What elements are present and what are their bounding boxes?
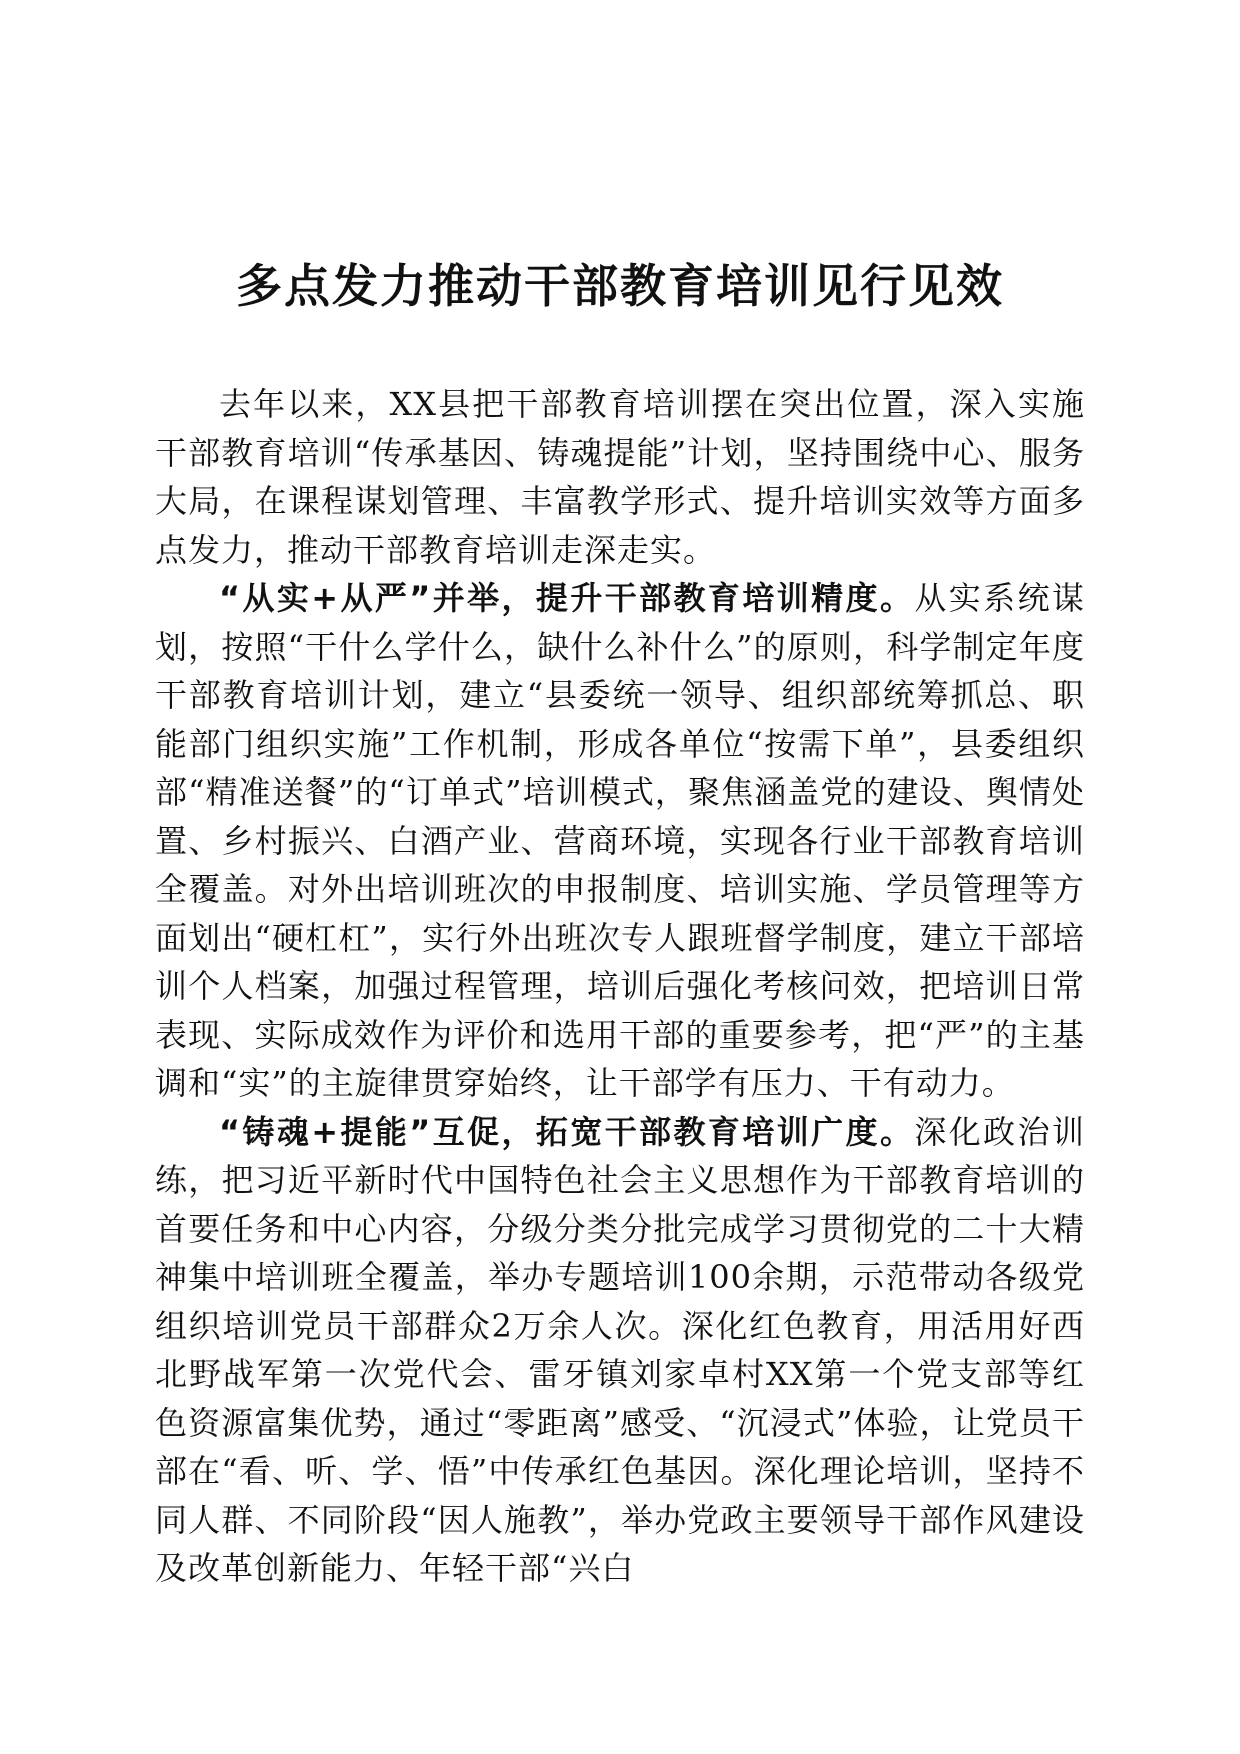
paragraph-section-1 bbox=[155, 574, 1085, 1108]
paragraph-lead: “从实+从严”并举，提升干部教育培训精度。 bbox=[219, 579, 915, 617]
paragraph-lead: “铸魂+提能”互促，拓宽干部教育培训广度。 bbox=[219, 1112, 915, 1151]
paragraph-text: 深化政治训练，把习近平新时代中国特色社会主义思想作为干部教育培训的首要任务和中心内容，分级分类分批完成学习贯彻党的二十大精神集中培训班全覆盖，举办专题培训100余期，示范带动各级党组织培训党员干部群众2万余人次。深化红色教育，用活用好西北野战军第一次党代会、雷牙镇刘家卓村XX第一个党支部等红色资源富集优势，通过“零距离”感受、“沉浸式”体验，让党员干部在“看、听、学、悟”中传承红色基因。深化理论培训，坚持不同人群、不同阶段“因人施教”，举办党政主要领导干部作风建设及改革创新能力、年轻干部“兴白 bbox=[155, 1112, 1085, 1587]
document-title: 多点发力推动干部教育培训见行见效 bbox=[236, 259, 1004, 313]
document-body bbox=[155, 380, 1085, 1593]
paragraph-text: 从实系统谋划，按照“干什么学什么，缺什么补什么”的原则，科学制定年度干部教育培训计划，建立“县委统一领导、组织部统筹抓总、职能部门组织实施”工作机制，形成各单位“按需下单”，县委组织部“精准送餐”的“订单式”培训模式，聚焦涵盖党的建设、舆情处置、乡村振兴、白酒产业、营商环境，实现各行业干部教育培训全覆盖。对外出培训班次的申报制度、培训实施、学员管理等方面划出“硬杠杠”，实行外出班次专人跟班督学制度，建立干部培训个人档案，加强过程管理，培训后强化考核问效，把培训日常表现、实际成效作为评价和选用干部的重要参考，把“严”的主基调和“实”的主旋律贯穿始终，让干部学有压力、干有动力。 bbox=[155, 579, 1085, 1102]
paragraph-text: 去年以来，XX县把干部教育培训摆在突出位置，深入实施干部教育培训“传承基因、铸魂提能”计划，坚持围绕中心、服务大局，在课程谋划管理、丰富教学形式、提升培训实效等方面多点发力，推动干部教育培训走深走实。 bbox=[155, 385, 1085, 569]
paragraph-section-2 bbox=[155, 1108, 1085, 1593]
paragraph-intro bbox=[155, 380, 1085, 574]
